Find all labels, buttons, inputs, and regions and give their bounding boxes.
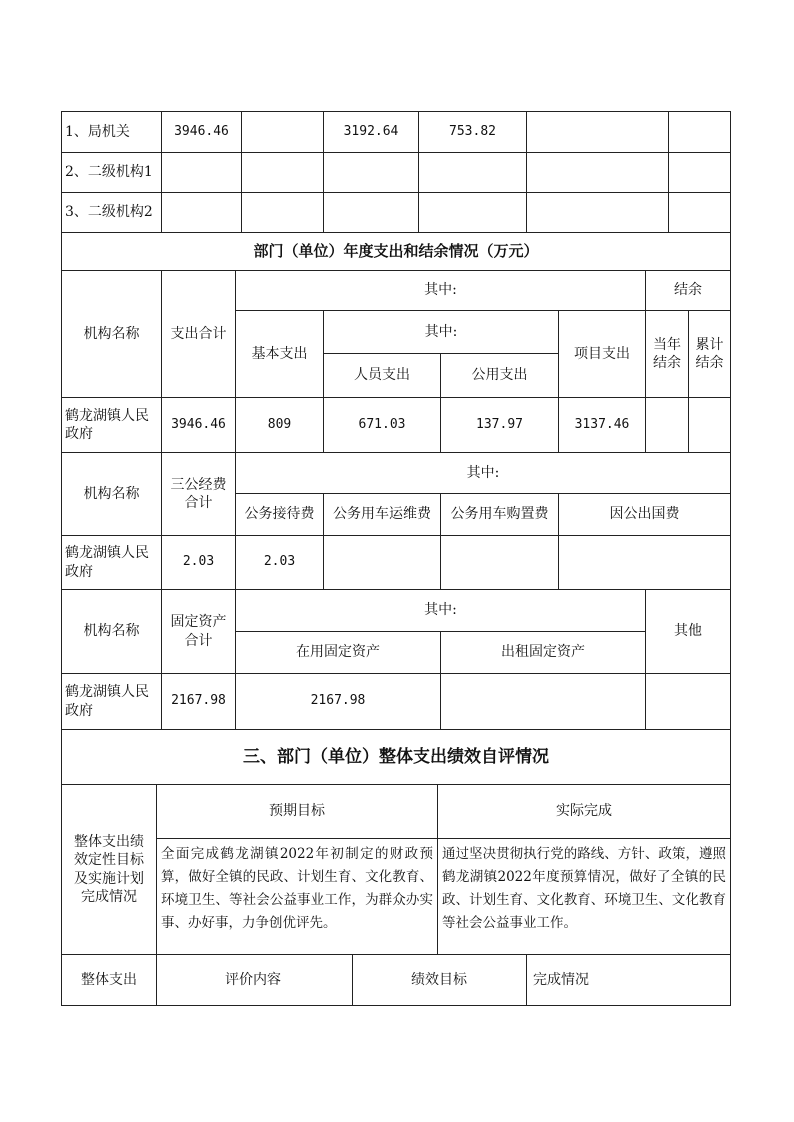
performance-left-label: 整体支出绩效定性目标及实施计划完成情况 (61, 784, 157, 955)
performance-header-expected: 预期目标 (156, 784, 438, 839)
top-row-2-col2 (241, 152, 324, 193)
expense-header-among-2: 其中: (323, 310, 559, 354)
bottom-header-target: 绩效目标 (352, 954, 527, 1006)
top-row-3-total (161, 192, 242, 233)
top-row-1-col6 (668, 111, 731, 153)
assets-header-among: 其中: (235, 589, 646, 632)
assets-row-total: 2167.98 (161, 673, 236, 730)
top-row-1-total: 3946.46 (161, 111, 242, 153)
top-row-2-name: 2、二级机构1 (61, 152, 162, 193)
three-public-header-among: 其中: (235, 452, 731, 494)
bottom-row-label: 整体支出 (61, 954, 157, 1006)
expense-header-cum-surplus: 累计结余 (688, 310, 731, 398)
expense-header-public: 公用支出 (440, 353, 559, 398)
three-public-row-abroad (558, 535, 731, 590)
expense-header-org: 机构名称 (61, 270, 162, 398)
expense-header-personnel: 人员支出 (323, 353, 441, 398)
three-public-row-total: 2.03 (161, 535, 236, 590)
three-public-header-vehicle-op: 公务用车运维费 (323, 493, 441, 536)
assets-header-total: 固定资产合计 (161, 589, 236, 674)
assets-header-inuse: 在用固定资产 (235, 631, 441, 674)
assets-header-org: 机构名称 (61, 589, 162, 674)
expense-header-total: 支出合计 (161, 270, 236, 398)
performance-expected-text: 全面完成鹤龙湖镇2022年初制定的财政预算，做好全镇的民政、计划生育、文化教育、环境卫生、等社会公益事业工作，为群众办实事、办好事，力争创优评先。 (156, 838, 438, 955)
performance-section-title: 三、部门（单位）整体支出绩效自评情况 (61, 729, 731, 785)
top-row-3-col2 (241, 192, 324, 233)
bottom-header-status: 完成情况 (526, 954, 731, 1006)
expense-row-basic: 809 (235, 397, 324, 453)
expense-row-cum-surplus (688, 397, 731, 453)
top-row-1-col3: 3192.64 (323, 111, 419, 153)
assets-header-other: 其他 (645, 589, 731, 674)
top-row-2-col3 (323, 152, 419, 193)
performance-actual-text: 通过坚决贯彻执行党的路线、方针、政策，遵照鹤龙湖镇2022年度预算情况，做好了全镇的民政、计划生育、文化教育、环境卫生、文化教育等社会公益事业工作。 (437, 838, 731, 955)
top-row-1-name: 1、局机关 (61, 111, 162, 153)
bottom-header-content: 评价内容 (156, 954, 353, 1006)
top-row-2-col4 (418, 152, 527, 193)
expense-header-among: 其中: (235, 270, 646, 311)
top-row-1-col2 (241, 111, 324, 153)
top-row-3-name: 3、二级机构2 (61, 192, 162, 233)
top-row-2-total (161, 152, 242, 193)
top-row-3-col6 (668, 192, 731, 233)
top-row-1-col4: 753.82 (418, 111, 527, 153)
top-row-3-col5 (526, 192, 669, 233)
top-row-3-col3 (323, 192, 419, 233)
three-public-row-reception: 2.03 (235, 535, 324, 590)
assets-row-org: 鹤龙湖镇人民政府 (61, 673, 162, 730)
performance-header-actual: 实际完成 (437, 784, 731, 839)
top-row-3-col4 (418, 192, 527, 233)
assets-row-rented (440, 673, 646, 730)
assets-row-other (645, 673, 731, 730)
three-public-header-total: 三公经费合计 (161, 452, 236, 536)
top-row-2-col6 (668, 152, 731, 193)
top-row-1-col5 (526, 111, 669, 153)
expense-row-total: 3946.46 (161, 397, 236, 453)
expense-row-personnel: 671.03 (323, 397, 441, 453)
three-public-row-vehicle-buy (440, 535, 559, 590)
expense-header-year-surplus: 当年结余 (645, 310, 689, 398)
three-public-header-org: 机构名称 (61, 452, 162, 536)
three-public-row-org: 鹤龙湖镇人民政府 (61, 535, 162, 590)
expense-section-title: 部门（单位）年度支出和结余情况（万元） (61, 232, 731, 271)
three-public-header-reception: 公务接待费 (235, 493, 324, 536)
three-public-row-vehicle-op (323, 535, 441, 590)
expense-header-surplus: 结余 (645, 270, 731, 311)
expense-row-public: 137.97 (440, 397, 559, 453)
expense-row-project: 3137.46 (558, 397, 646, 453)
expense-row-year-surplus (645, 397, 689, 453)
expense-row-org: 鹤龙湖镇人民政府 (61, 397, 162, 453)
top-row-2-col5 (526, 152, 669, 193)
assets-row-inuse: 2167.98 (235, 673, 441, 730)
expense-header-basic: 基本支出 (235, 310, 324, 398)
three-public-header-abroad: 因公出国费 (558, 493, 731, 536)
three-public-header-vehicle-buy: 公务用车购置费 (440, 493, 559, 536)
expense-header-project: 项目支出 (558, 310, 646, 398)
assets-header-rented: 出租固定资产 (440, 631, 646, 674)
